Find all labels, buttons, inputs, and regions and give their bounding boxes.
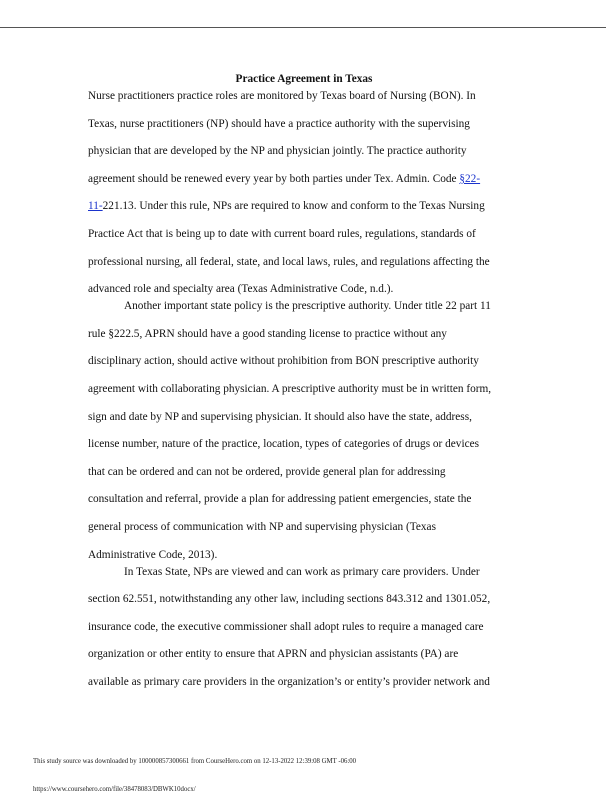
text-line: section 62.551, notwithstanding any other law, including sections 843.312 and 1301.052, (88, 593, 491, 606)
paragraph-1 (88, 88, 520, 298)
text-line: that can be ordered and can not be ordered, provide general plan for addressing (88, 465, 446, 478)
text-fragment: agreement should be renewed every year by both parties under Tex. Admin. Code (88, 172, 460, 185)
source-url: https://www.coursehero.com/file/38478083/DBWK10docx/ (33, 786, 196, 793)
text-line: advanced role and specialty area (Texas Administrative Code, n.d.). (88, 283, 394, 296)
text-line (88, 171, 520, 188)
text-line: available as primary care providers in the organization’s or entity’s provider network and (88, 675, 490, 688)
text-line: In Texas State, NPs are viewed and can work as primary care providers. Under (124, 565, 480, 578)
text-line: physician that are developed by the NP and physician jointly. The practice authority (88, 145, 467, 158)
paragraph-3 (88, 564, 520, 691)
text-line: Practice Act that is being up to date with current board rules, regulations, standards of (88, 227, 476, 240)
text-line: Administrative Code, 2013). (88, 548, 218, 561)
paragraph-2 (88, 298, 520, 563)
document-page (88, 71, 520, 691)
text-line (88, 198, 520, 215)
download-notice: This study source was downloaded by 100000857300661 from CourseHero.com on 12-13-2022 12:39:08 GMT -06:00 (33, 758, 357, 765)
text-line: organization or other entity to ensure that APRN and physician assistants (PA) are (88, 648, 459, 661)
text-line: Another important state policy is the prescriptive authority. Under title 22 part 11 (124, 300, 491, 313)
document-title: Practice Agreement in Texas (235, 73, 373, 85)
text-line: general process of communication with NP and supervising physician (Texas (88, 520, 436, 533)
admin-code-link-continued[interactable]: 11- (88, 200, 103, 213)
text-line: Texas, nurse practitioners (NP) should have a practice authority with the supervising (88, 117, 470, 130)
text-line: professional nursing, all federal, state, and local laws, rules, and regulations affecting the (88, 255, 490, 268)
text-line: rule §222.5, APRN should have a good standing license to practice without any (88, 327, 447, 340)
text-line: sign and date by NP and supervising physician. It should also have the state, address, (88, 410, 472, 423)
text-line: consultation and referral, provide a plan for addressing patient emergencies, state the (88, 493, 472, 506)
text-line: agreement with collaborating physician. A prescriptive authority must be in written form, (88, 382, 492, 395)
text-line: disciplinary action, should active without prohibition from BON prescriptive authority (88, 355, 479, 368)
text-line: license number, nature of the practice, location, types of categories of drugs or devices (88, 438, 480, 451)
text-line: Nurse practitioners practice roles are monitored by Texas board of Nursing (BON). In (88, 90, 476, 102)
top-divider (0, 27, 606, 28)
admin-code-link[interactable]: §22- (459, 172, 481, 185)
text-line: insurance code, the executive commissioner shall adopt rules to require a managed care (88, 620, 484, 633)
text-fragment: 221.13. Under this rule, NPs are required to know and conform to the Texas Nursing (102, 200, 485, 213)
